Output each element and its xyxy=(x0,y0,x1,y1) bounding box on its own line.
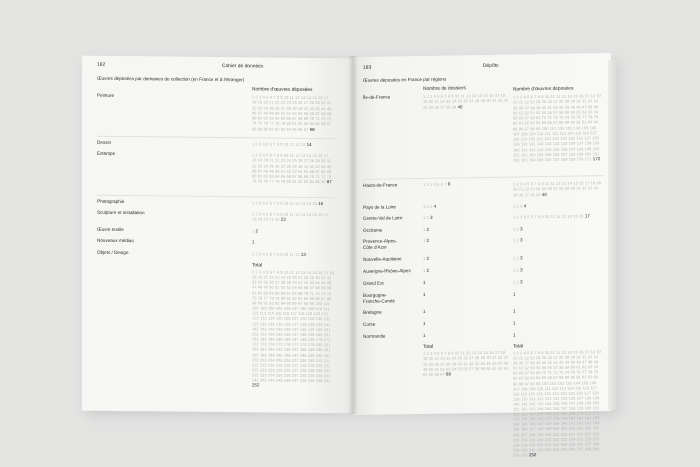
dossier-sequence-pays-de-la-loire: 1 2 3 4 xyxy=(423,203,437,209)
count-value: 2 xyxy=(426,267,430,273)
domain-label-photographie: Photographie xyxy=(97,198,125,205)
column-header-oeuvres: Nombre d'œuvres déposées xyxy=(252,87,313,93)
region-label-paca-1: Provence-Alpes- xyxy=(363,238,397,244)
oeuvre-sequence-pays-de-la-loire: 1 2 3 4 xyxy=(513,203,527,209)
oeuvre-sequence-grand-est: 1 2 3 xyxy=(513,279,523,285)
row-divider xyxy=(363,175,603,179)
table-subtitle-left: Œuvres déposées par domaines de collection (en France et à l'étranger) xyxy=(97,75,245,83)
dossier-sequence-bourgogne xyxy=(423,291,509,298)
oeuvre-sequence-auvergne-rhone-alpes: 1 2 3 xyxy=(513,267,523,273)
dossier-sequence-normandie xyxy=(423,332,509,339)
total-label-left: Total xyxy=(252,263,263,269)
oeuvre-sequence-total: 1 2 3 4 5 6 7 8 9 10 11 12 13 14 15 16 17 18 19 20 21 22 23 24 25 26 27 28 29 30 31 32 33 34 35 36 37 38 39 40 41 42 43 44 45 46 47 48 49 50 51 52 53 54 55 56 57 58 59 60 61 62 63 64 65 66 67 68 69 70 71 72 73 74 75 76 77 78 79 80 81 82 83 84 85 86 87 88 89 90 91 92 93 94 95 96 97 98 99 100 101 102 103 104 105 106 107 108 109 110 111 112 113 114 115 116 117 118 119 120 121 122 123 124 125 126 127 128 129 130 131 132 133 134 135 136 137 138 139 140 141 142 143 144 145 146 147 148 149 150 151 152 153 154 155 156 157 158 159 160 161 162 163 164 165 166 167 168 169 170 171 172 173 174 175 176 177 178 179 180 181 182 183 184 185 186 187 188 189 190 191 192 193 194 195 196 197 198 199 200 201 202 203 204 205 206 207 208 209 210 211 212 213 214 215 216 217 218 219 220 221 222 223 224 225 226 227 228 229 230 231 232 233 234 235 236 237 238 239 240 241 242 243 244 245 246 247 248 249 250 251 252 xyxy=(513,349,601,458)
dossier-sequence-hauts-de-france: 1 2 3 4 5 6 7 8 xyxy=(423,181,451,187)
column-header-dossiers: Nombre de dossiers xyxy=(423,86,466,92)
oeuvre-sequence-paca: 1 2 3 xyxy=(513,237,523,243)
count-value: 1 xyxy=(513,320,516,326)
page-title-left: Cahier de données xyxy=(222,64,264,70)
count-value: 3 xyxy=(520,267,523,273)
count-value: 3 xyxy=(520,226,523,232)
count-value: 1 xyxy=(423,279,426,285)
dossier-sequence-total: 1 2 3 4 5 6 7 8 9 10 11 12 13 14 15 16 17 18 19 20 21 22 23 24 25 26 27 28 29 30 31 32 33 34 35 36 37 38 39 40 41 42 43 44 45 46 47 48 49 50 51 52 53 54 55 56 57 58 59 60 61 62 63 64 65 66 67 68 xyxy=(423,349,509,377)
region-label-bretagne: Bretagne xyxy=(363,309,382,315)
count-value: 252 xyxy=(528,452,537,458)
domain-label-dessin: Dessin xyxy=(97,139,112,145)
count-value: 1 xyxy=(513,308,516,314)
count-value: 16 xyxy=(318,201,324,207)
left-page xyxy=(82,56,353,414)
count-value: 14 xyxy=(306,141,312,147)
count-value: 2 xyxy=(426,226,430,232)
region-label-hauts-de-france: Hauts-de-France xyxy=(363,182,398,188)
count-sequence-objets-design: 1 2 3 4 5 6 7 8 9 10 11 12 13 xyxy=(252,251,306,257)
right-page xyxy=(353,53,611,458)
count-value: 2 xyxy=(426,255,430,261)
page-number-right: 183 xyxy=(363,65,372,71)
region-label-corse: Corse xyxy=(363,321,376,327)
region-label-auvergne-rhone-alpes: Auvergne-Rhône-Alpes xyxy=(363,268,411,274)
oeuvre-sequence-ile-de-france: 1 2 3 4 5 6 7 8 9 10 11 12 13 14 15 16 17 18 19 20 21 22 23 24 25 26 27 28 29 30 31 32 33 34 35 36 37 38 39 40 41 42 43 44 45 46 47 48 49 50 51 52 53 54 55 56 57 58 59 60 61 62 63 64 65 66 67 68 69 70 71 72 73 74 75 76 77 78 79 80 81 82 83 84 85 86 87 88 89 90 91 92 93 94 95 96 97 98 99 100 101 102 103 104 105 106 107 108 109 110 111 112 113 114 115 116 117 118 119 120 121 122 123 124 125 126 127 128 129 130 131 132 133 134 135 136 137 138 139 140 141 142 143 144 145 146 147 148 149 150 151 152 153 154 155 156 157 158 159 160 161 162 163 164 165 166 167 168 169 170 171 172 xyxy=(513,93,601,163)
page-edge xyxy=(608,60,617,410)
count-value: 2 xyxy=(426,237,430,243)
total-label-oeuvres: Total xyxy=(513,344,524,350)
count-value: 3 xyxy=(520,255,523,261)
region-label-normandie: Normandie xyxy=(363,333,386,339)
oeuvre-sequence-nouvelle-aquitaine: 1 2 3 xyxy=(513,255,523,261)
count-sequence-nouveaux-medias xyxy=(252,239,332,245)
count-value: 4 xyxy=(433,203,437,209)
dossier-sequence-grand-est xyxy=(423,279,509,286)
count-value: 1 xyxy=(513,291,516,297)
domain-label-textile: Œuvre textile xyxy=(97,226,124,233)
count-sequence-estampe: 1 2 3 4 5 6 7 8 9 10 11 12 13 14 15 16 17 18 19 20 21 22 23 24 25 26 27 28 29 30 31 32 33 34 35 36 37 38 39 40 41 42 43 44 45 46 47 48 49 50 51 52 53 54 55 56 57 58 59 60 61 62 63 64 65 66 67 68 69 70 71 72 73 74 75 76 77 78 79 80 81 82 83 84 85 86 87 xyxy=(252,152,332,185)
count-value: 68 xyxy=(446,371,452,377)
count-sequence-dessin: 1 2 3 4 5 6 7 8 9 10 11 12 13 14 xyxy=(252,141,312,147)
region-label-grand-est: Grand Est xyxy=(363,280,384,286)
count-value: 40 xyxy=(457,103,463,109)
count-value: 1 xyxy=(423,332,426,338)
count-value: 23 xyxy=(280,216,286,222)
dossier-sequence-bretagne xyxy=(423,308,509,315)
count-value: 3 xyxy=(520,237,523,243)
domain-label-sculpture: Sculpture et installation xyxy=(97,209,145,216)
oeuvre-sequence-corse xyxy=(513,319,603,326)
dossier-sequence-ile-de-france: 1 2 3 4 5 6 7 8 9 10 11 12 13 14 15 16 17 18 19 20 21 22 23 24 25 26 27 28 29 30 31 32 33 34 35 36 37 38 39 40 xyxy=(423,92,509,110)
count-value: 1 xyxy=(252,239,255,245)
table-subtitle-right: Œuvres déposées en France par régions xyxy=(363,76,447,83)
region-label-centre-val-de-loire: Centre-Val de Loire xyxy=(363,215,403,221)
count-value: 1 xyxy=(423,320,426,326)
count-sequence-total: 1 2 3 4 5 6 7 8 9 10 11 12 13 14 15 16 17 18 19 20 21 22 23 24 25 26 27 28 29 30 31 32 33 34 35 36 37 38 39 40 41 42 43 44 45 46 47 48 49 50 51 52 53 54 55 56 57 58 59 60 61 62 63 64 65 66 67 68 69 70 71 72 73 74 75 76 77 78 79 80 81 82 83 84 85 86 87 88 89 90 91 92 93 94 95 96 97 98 99 100 101 102 103 104 105 106 107 108 109 110 111 112 113 114 115 116 117 118 119 120 121 122 123 124 125 126 127 128 129 130 131 132 133 134 135 136 137 138 139 140 141 142 143 144 145 146 147 148 149 150 151 152 153 154 155 156 157 158 159 160 161 162 163 164 165 166 167 168 169 170 171 172 173 174 175 176 177 178 179 180 181 182 183 184 185 186 187 188 189 190 191 192 193 194 195 196 197 198 199 200 201 202 203 204 205 206 207 208 209 210 211 212 213 214 215 216 217 218 219 220 221 222 223 224 225 226 227 228 229 230 231 232 233 234 235 236 237 238 239 240 241 242 243 244 245 246 247 248 249 250 251 252 xyxy=(252,269,335,388)
page-title-right: Dépôts xyxy=(483,63,499,69)
count-value: 1 xyxy=(513,332,516,338)
count-sequence-photographie: 1 2 3 4 5 6 7 8 9 10 11 12 13 14 15 16 xyxy=(252,200,324,207)
count-value: 3 xyxy=(520,279,523,285)
count-value: 40 xyxy=(541,191,547,197)
count-value: 8 xyxy=(447,181,451,187)
dossier-sequence-corse xyxy=(423,320,509,327)
book-gutter xyxy=(348,56,358,414)
oeuvre-sequence-occitanie: 1 2 3 xyxy=(513,226,523,232)
domain-label-estampe: Estampe xyxy=(97,150,116,156)
dossier-sequence-auvergne-rhone-alpes: 1 2 xyxy=(423,267,430,273)
count-value: 4 xyxy=(523,203,527,209)
oeuvre-sequence-bourgogne xyxy=(513,290,603,297)
count-sequence-textile: 1 2 xyxy=(252,228,259,234)
domain-label-nouveaux-medias: Nouveaux médias xyxy=(97,237,134,244)
domain-label-peinture: Peinture xyxy=(97,92,115,98)
total-label-dossiers: Total xyxy=(423,344,434,350)
dossier-sequence-paca: 1 2 xyxy=(423,237,430,243)
count-value: 2 xyxy=(255,228,259,234)
count-sequence-sculpture: 1 2 3 4 5 6 7 8 9 10 11 12 13 14 15 16 17 18 19 20 21 22 23 xyxy=(252,211,329,222)
count-value: 1 xyxy=(423,308,426,314)
dossier-sequence-centre-val-de-loire: 1 2 3 xyxy=(423,214,433,220)
column-header-oeuvres-regions: Nombre d'œuvres déposées xyxy=(513,86,574,93)
oeuvre-sequence-hauts-de-france: 1 2 3 4 5 6 7 8 9 10 11 12 13 14 15 16 17 18 19 20 21 22 23 24 25 26 27 28 29 30 31 32 33 34 35 36 37 38 39 40 xyxy=(513,180,601,198)
count-value: 13 xyxy=(300,251,306,257)
oeuvre-sequence-bretagne xyxy=(513,307,603,314)
dossier-sequence-occitanie: 1 2 xyxy=(423,226,430,232)
count-value: 98 xyxy=(309,126,315,132)
region-label-bourgogne-2: Franche-Comté xyxy=(363,297,395,304)
count-value: 3 xyxy=(430,214,433,220)
count-sequence-peinture: 1 2 3 4 5 6 7 8 9 10 11 12 13 14 15 16 17 18 19 20 21 22 23 24 25 26 27 28 29 30 31 32 33 34 35 36 37 38 39 40 41 42 43 44 45 46 47 48 49 50 51 52 53 54 55 56 57 58 59 60 61 62 63 64 65 66 67 68 69 70 71 72 73 74 75 76 77 78 79 80 81 82 83 84 85 86 87 88 89 90 91 92 93 94 95 96 97 98 xyxy=(252,94,332,132)
count-value: 87 xyxy=(326,179,332,185)
page-number-left: 182 xyxy=(97,62,106,68)
region-label-paca-2: Côte d'Azur xyxy=(363,243,387,250)
dossier-sequence-nouvelle-aquitaine: 1 2 xyxy=(423,255,430,261)
region-label-bourgogne-1: Bourgogne- xyxy=(363,292,388,298)
region-label-pays-de-la-loire: Pays de la Loire xyxy=(363,204,396,210)
region-label-ile-de-france: Île-de-France xyxy=(363,94,391,100)
oeuvre-sequence-normandie xyxy=(513,331,603,338)
region-label-occitanie: Occitanie xyxy=(363,227,383,233)
region-label-nouvelle-aquitaine: Nouvelle-Aquitaine xyxy=(363,256,402,262)
count-value: 17 xyxy=(584,213,590,219)
domain-label-objets-design: Objets / Design xyxy=(97,249,129,256)
count-value: 172 xyxy=(592,156,601,162)
row-divider xyxy=(97,195,337,198)
oeuvre-sequence-centre-val-de-loire: 1 2 3 4 5 6 7 8 9 10 11 12 13 14 15 16 17 xyxy=(513,213,590,220)
row-divider xyxy=(97,136,337,139)
count-value: 252 xyxy=(252,382,260,388)
count-value: 1 xyxy=(423,291,426,297)
